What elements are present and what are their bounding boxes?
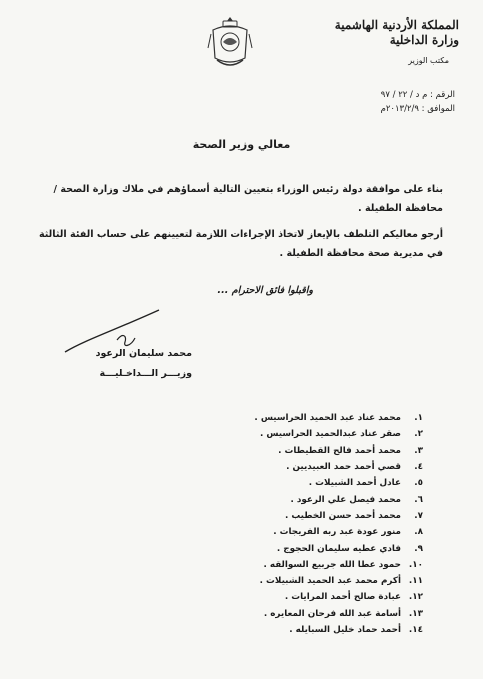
list-item-number: ١٣. [408,608,423,619]
signatory-name: محمد سليمان الرعود [95,348,192,359]
list-item-name: أسامة عبد الله فرحان المعايره . [263,608,401,619]
closing-line: واقبلوا فائق الاحترام ... [217,285,313,296]
list-item-number: ٥. [414,478,423,489]
appointee-list [183,410,423,638]
signatory-title: وزيـــر الـــداخـليـــة [99,368,192,379]
list-item-name: عبادة صالح أحمد المرايات . [284,592,401,603]
letterhead [329,18,459,65]
letterhead-office: مكتب الوزير [408,56,449,65]
list-item-name: محمد عناد عبد الحميد الحراسيس . [254,413,401,424]
list-item [183,459,423,475]
list-item [183,589,423,605]
letterhead-ministry: وزارة الداخلية [389,33,459,47]
list-item [183,475,423,491]
list-item [183,508,423,524]
list-item [183,443,423,459]
list-item-number: ١٠. [408,559,423,570]
body-paragraph-approval: بناء على موافقة دولة رئيس الوزراء بتعيين التالية أسماؤهم في ملاك وزارة الصحة / محافظة الطفيلة . [53,184,443,214]
list-item-number: ١١. [408,576,423,587]
list-item-name: محمد أحمد حسن الخطيب . [284,510,401,521]
list-item-number: ٣. [414,445,423,456]
list-item [183,410,423,426]
reference-block [381,88,455,116]
salutation: معالي وزير الصحة [192,138,291,151]
list-item-name: محمد فيصل علي الرعود . [290,494,401,505]
list-item-name: أحمد حماد خليل السبايله . [289,625,401,635]
list-item-name: أكرم محمد عبد الحميد الشبيلات . [259,576,401,587]
reference-number: الرقم : م د / ٢٢ / ٩٧ [380,90,455,100]
list-item [183,622,423,638]
list-item-name: فادي عطيه سليمان الحجوج . [276,543,401,554]
list-item [183,557,423,573]
reference-date: الموافق : ٢٠١٣/٢/٩م [380,104,455,114]
list-item-number: ٧. [414,510,423,521]
list-item-number: ٨. [414,527,423,538]
list-item-name: صقر عناد عبدالحميد الحراسيس . [259,429,401,440]
list-item [183,606,423,622]
list-item-number: ٦. [414,494,423,505]
list-item-number: ١٤. [408,625,423,635]
letterhead-kingdom: المملكة الأردنية الهاشمية [334,18,459,32]
list-item-number: ١. [414,413,423,424]
list-item-number: ٩. [414,543,423,554]
list-item-name: حمود عطا الله جربيع السوالقه . [263,559,401,570]
list-item-name: عادل أحمد الشبيلات . [308,478,401,489]
list-item-number: ١٢. [408,592,423,603]
list-item [183,426,423,442]
body-paragraph-request: أرجو معاليكم التلطف بالإيعاز لاتخاذ الإجراءات اللازمة لتعيينهم على حساب الفئة الثالثة في مديرية صحة محافظة الطفيلة . [38,229,443,259]
list-item-number: ٤. [414,462,423,473]
list-item-name: منور عودة عبد ربه الفريجات . [273,527,401,538]
list-item [183,524,423,540]
list-item-name: محمد أحمد فالح القطيطات . [278,445,401,456]
list-item-name: قصي أحمد حمد العبيديين . [286,462,401,473]
jordan-coat-of-arms-icon [205,14,255,70]
list-item-number: ٢. [414,429,423,440]
list-item [183,573,423,589]
list-item [183,491,423,507]
list-item [183,540,423,556]
